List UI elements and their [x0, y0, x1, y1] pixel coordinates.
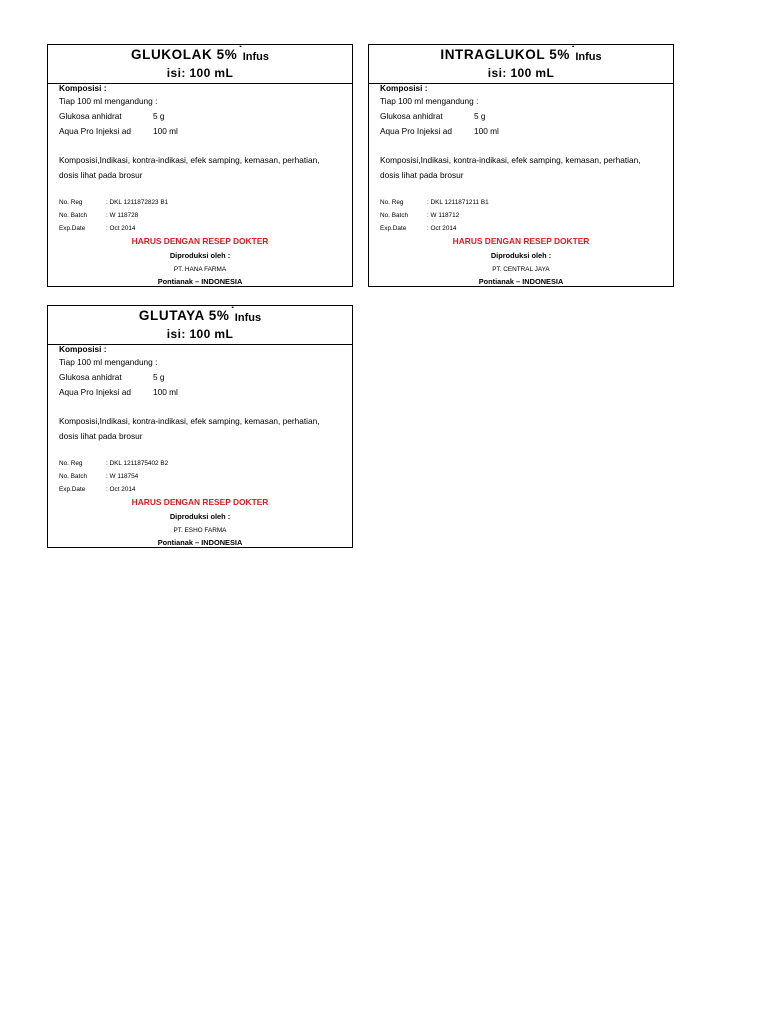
title-suffix: Infus [575, 51, 602, 63]
batch-value: : W 118712 [427, 212, 460, 219]
batch-row [59, 212, 138, 219]
volume-text: isi: 100 mL [487, 66, 555, 80]
ingredient-value: 5 g [153, 111, 165, 121]
ingredient-name: Aqua Pro Injeksi ad [59, 126, 131, 136]
ingredient-name: Aqua Pro Injeksi ad [59, 387, 131, 397]
title-line [48, 43, 352, 64]
label-card-glukolak [47, 44, 353, 287]
batch-key: No. Batch [380, 212, 409, 219]
title-suffix: Infus [234, 312, 262, 324]
label-card-intraglukol [368, 44, 674, 287]
product-title: GLUKOLAK 5% [131, 47, 238, 62]
reg-key: No. Reg [59, 199, 83, 206]
info-note: Komposisi,Indikasi, kontra-indikasi, efek samping, kemasan, perhatian, [59, 155, 320, 165]
exp-key: Exp.Date [59, 225, 86, 232]
produced-by-label: Diproduksi oleh : [490, 251, 552, 260]
exp-value: : Oct 2014 [427, 225, 457, 232]
info-note: dosis lihat pada brosur [59, 431, 143, 441]
label-header [48, 45, 352, 84]
reg-value: : DKL 1211875402 B2 [106, 460, 169, 467]
reg-value: : DKL 1211871211 B1 [427, 199, 489, 206]
ingredient-value: 100 ml [153, 387, 178, 397]
label-body [48, 84, 352, 288]
volume-text: isi: 100 mL [166, 66, 234, 80]
title-line [369, 43, 673, 64]
producer-name: PT. ESHO FARMA [173, 527, 227, 534]
batch-row [380, 212, 459, 219]
exp-row [59, 486, 136, 493]
info-note: Komposisi,Indikasi, kontra-indikasi, efek samping, kemasan, perhatian, [59, 416, 320, 426]
komposisi-label: Komposisi : [59, 344, 107, 354]
ingredient-value: 5 g [474, 111, 486, 121]
ingredient-name: Glukosa anhidrat [59, 111, 122, 121]
title-tick: ˙ [238, 43, 243, 58]
ingredient-row [380, 111, 486, 121]
title-line [48, 304, 352, 325]
info-note: dosis lihat pada brosur [380, 170, 464, 180]
batch-row [59, 473, 138, 480]
ingredient-value: 100 ml [474, 126, 499, 136]
batch-value: : W 118728 [106, 212, 139, 219]
product-title: INTRAGLUKOL 5% [440, 47, 571, 62]
volume-text: isi: 100 mL [166, 327, 234, 341]
info-note: Komposisi,Indikasi, kontra-indikasi, efek samping, kemasan, perhatian, [380, 155, 641, 165]
label-header [48, 306, 352, 345]
ingredient-row [59, 111, 165, 121]
prescription-warning: HARUS DENGAN RESEP DOKTER [452, 236, 590, 246]
producer-location: Pontianak – INDONESIA [157, 277, 243, 286]
tiap-text: Tiap 100 ml mengandung : [59, 357, 158, 367]
ingredient-value: 5 g [153, 372, 165, 382]
reg-row [380, 199, 489, 206]
komposisi-label: Komposisi : [59, 83, 107, 93]
label-card-glutaya [47, 305, 353, 548]
komposisi-label: Komposisi : [380, 83, 428, 93]
producer-name: PT. HANA FARMA [173, 266, 227, 273]
exp-key: Exp.Date [59, 486, 86, 493]
prescription-warning: HARUS DENGAN RESEP DOKTER [131, 236, 269, 246]
produced-by-label: Diproduksi oleh : [169, 512, 231, 521]
reg-value: : DKL 1211872823 B1 [106, 199, 169, 206]
label-body [48, 345, 352, 549]
exp-key: Exp.Date [380, 225, 407, 232]
tiap-text: Tiap 100 ml mengandung : [59, 96, 158, 106]
tiap-text: Tiap 100 ml mengandung : [380, 96, 479, 106]
info-note: dosis lihat pada brosur [59, 170, 143, 180]
batch-value: : W 118754 [106, 473, 139, 480]
ingredient-row [59, 126, 178, 136]
exp-row [59, 225, 136, 232]
produced-by-label: Diproduksi oleh : [169, 251, 231, 260]
title-tick: ˙ [230, 304, 235, 319]
producer-name: PT. CENTRAL JAYA [492, 266, 550, 273]
ingredient-name: Glukosa anhidrat [59, 372, 122, 382]
product-title: GLUTAYA 5% [138, 308, 230, 323]
title-suffix: Infus [242, 51, 269, 63]
label-body [369, 84, 673, 288]
title-tick: ˙ [571, 43, 576, 58]
reg-row [59, 460, 168, 467]
ingredient-row [380, 126, 499, 136]
producer-location: Pontianak – INDONESIA [478, 277, 564, 286]
exp-value: : Oct 2014 [106, 486, 136, 493]
reg-row [59, 199, 168, 206]
batch-key: No. Batch [59, 473, 88, 480]
ingredient-row [59, 372, 165, 382]
exp-value: : Oct 2014 [106, 225, 136, 232]
label-header [369, 45, 673, 84]
reg-key: No. Reg [59, 460, 83, 467]
prescription-warning: HARUS DENGAN RESEP DOKTER [131, 497, 269, 507]
batch-key: No. Batch [59, 212, 88, 219]
producer-location: Pontianak – INDONESIA [157, 538, 243, 547]
exp-row [380, 225, 457, 232]
ingredient-row [59, 387, 178, 397]
ingredient-name: Glukosa anhidrat [380, 111, 443, 121]
ingredient-value: 100 ml [153, 126, 178, 136]
ingredient-name: Aqua Pro Injeksi ad [380, 126, 452, 136]
reg-key: No. Reg [380, 199, 404, 206]
